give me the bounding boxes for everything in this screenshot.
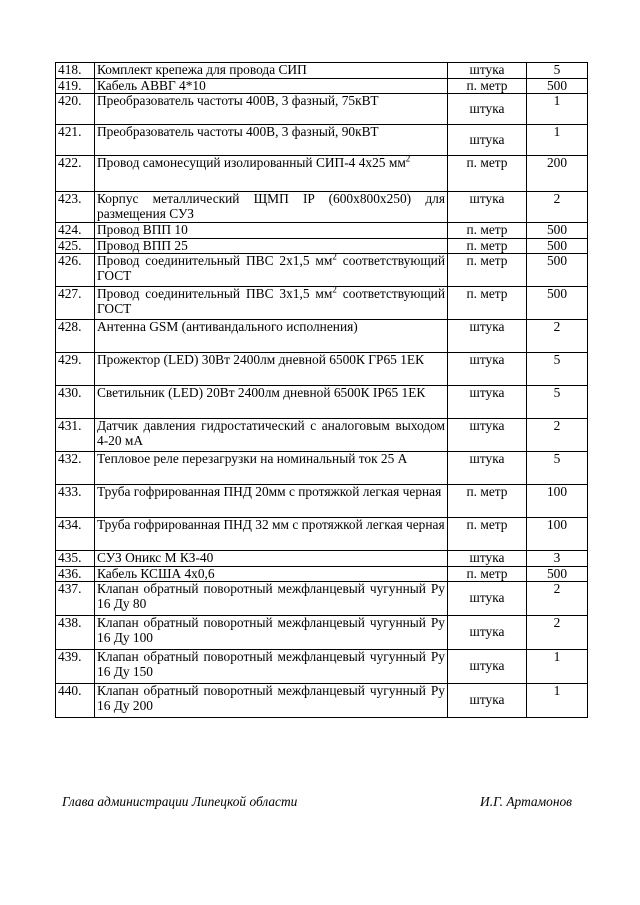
item-description-text: Антенна GSM (антивандального исполнения) <box>97 319 358 334</box>
item-number: 418. <box>56 63 95 79</box>
item-number: 425. <box>56 238 95 254</box>
item-quantity: 500 <box>527 78 588 94</box>
table-row <box>56 156 588 192</box>
item-quantity: 1 <box>527 650 588 684</box>
item-description-text: Провод соединительный ПВС 3х1,5 мм <box>97 286 333 301</box>
item-number: 430. <box>56 386 95 419</box>
table-row <box>56 582 588 616</box>
item-number: 423. <box>56 192 95 223</box>
item-unit: штука <box>448 192 527 223</box>
item-number: 426. <box>56 254 95 287</box>
signature-block <box>62 794 572 810</box>
item-unit: штука <box>448 452 527 485</box>
item-description <box>95 566 448 582</box>
item-description-text: Клапан обратный поворотный межфланцевый чугунный Ру 16 Ду 150 <box>97 649 445 679</box>
item-description-text: Прожектор (LED) 30Вт 2400лм дневной 6500К ГР65 1ЕК <box>97 352 425 367</box>
table-row <box>56 616 588 650</box>
item-quantity: 3 <box>527 551 588 567</box>
table-row <box>56 254 588 287</box>
table-row <box>56 63 588 79</box>
item-description-text: Кабель КСША 4х0,6 <box>97 566 215 581</box>
item-description-text: Клапан обратный поворотный межфланцевый чугунный Ру 16 Ду 200 <box>97 683 445 713</box>
item-unit: п. метр <box>448 78 527 94</box>
item-unit: п. метр <box>448 287 527 320</box>
item-unit: штука <box>448 125 527 156</box>
item-number: 424. <box>56 223 95 239</box>
item-description-text: Труба гофрированная ПНД 32 мм с протяжкой легкая черная <box>97 517 445 532</box>
table-row <box>56 223 588 239</box>
item-unit: штука <box>448 582 527 616</box>
item-number: 429. <box>56 353 95 386</box>
item-description-text: Кабель АВВГ 4*10 <box>97 78 206 93</box>
item-quantity: 5 <box>527 386 588 419</box>
item-number: 428. <box>56 320 95 353</box>
item-description <box>95 684 448 718</box>
item-quantity: 200 <box>527 156 588 192</box>
item-number: 438. <box>56 616 95 650</box>
item-quantity: 5 <box>527 353 588 386</box>
item-number: 432. <box>56 452 95 485</box>
item-number: 440. <box>56 684 95 718</box>
item-number: 422. <box>56 156 95 192</box>
item-description <box>95 551 448 567</box>
table-row <box>56 684 588 718</box>
item-description <box>95 192 448 223</box>
item-number: 437. <box>56 582 95 616</box>
table-row <box>56 452 588 485</box>
item-number: 433. <box>56 485 95 518</box>
item-description-continuation: соответствующий ГОСТ <box>97 286 445 316</box>
table-row <box>56 419 588 452</box>
item-quantity: 1 <box>527 125 588 156</box>
item-quantity: 500 <box>527 566 588 582</box>
item-description-text: Клапан обратный поворотный межфланцевый чугунный Ру 16 Ду 100 <box>97 615 445 645</box>
item-unit: штука <box>448 63 527 79</box>
item-quantity: 2 <box>527 419 588 452</box>
table-row <box>56 485 588 518</box>
item-number: 419. <box>56 78 95 94</box>
table-row <box>56 551 588 567</box>
unit-superscript: 2 <box>405 155 411 164</box>
item-quantity: 2 <box>527 192 588 223</box>
item-unit: штука <box>448 616 527 650</box>
item-description-text: Провод ВПП 25 <box>97 238 188 253</box>
item-description <box>95 223 448 239</box>
item-quantity: 500 <box>527 287 588 320</box>
item-description <box>95 386 448 419</box>
item-quantity: 1 <box>527 684 588 718</box>
table-row <box>56 650 588 684</box>
item-description <box>95 419 448 452</box>
signatory-position: Глава администрации Липецкой области <box>62 794 298 809</box>
item-unit: штука <box>448 650 527 684</box>
item-number: 431. <box>56 419 95 452</box>
table-row <box>56 320 588 353</box>
table-row <box>56 566 588 582</box>
item-unit: п. метр <box>448 518 527 551</box>
item-unit: штука <box>448 94 527 125</box>
item-description <box>95 156 448 192</box>
item-description <box>95 518 448 551</box>
items-table <box>55 62 588 718</box>
item-description <box>95 616 448 650</box>
table-row <box>56 518 588 551</box>
item-number: 427. <box>56 287 95 320</box>
item-description <box>95 650 448 684</box>
item-number: 436. <box>56 566 95 582</box>
table-row <box>56 192 588 223</box>
table-row <box>56 125 588 156</box>
item-quantity: 2 <box>527 582 588 616</box>
items-table-body <box>56 63 588 718</box>
item-unit: штука <box>448 353 527 386</box>
item-number: 439. <box>56 650 95 684</box>
item-unit: п. метр <box>448 254 527 287</box>
item-quantity: 2 <box>527 616 588 650</box>
item-unit: п. метр <box>448 156 527 192</box>
item-description-text: Датчик давления гидростатический с аналоговым выходом 4-20 мА <box>97 418 445 448</box>
item-description-text: Светильник (LED) 20Вт 2400лм дневной 6500К IP65 1ЕК <box>97 385 426 400</box>
item-unit: п. метр <box>448 238 527 254</box>
item-description-text: Труба гофрированная ПНД 20мм с протяжкой легкая черная <box>97 484 442 499</box>
item-description-text: Клапан обратный поворотный межфланцевый чугунный Ру 16 Ду 80 <box>97 581 445 611</box>
item-quantity: 500 <box>527 223 588 239</box>
table-row <box>56 386 588 419</box>
item-description <box>95 485 448 518</box>
item-quantity: 500 <box>527 238 588 254</box>
item-description <box>95 254 448 287</box>
item-quantity: 100 <box>527 518 588 551</box>
item-description <box>95 78 448 94</box>
table-row <box>56 94 588 125</box>
item-description <box>95 320 448 353</box>
item-description-text: Преобразователь частоты 400В, 3 фазный, 75кВТ <box>97 93 379 108</box>
unit-superscript: 2 <box>332 286 337 295</box>
unit-superscript: 2 <box>332 253 337 262</box>
item-unit: штука <box>448 551 527 567</box>
item-description-text: Провод соединительный ПВС 2х1,5 мм <box>97 253 333 268</box>
item-unit: штука <box>448 320 527 353</box>
item-number: 435. <box>56 551 95 567</box>
item-description <box>95 94 448 125</box>
item-description-text: Корпус металлический ЩМП IP (600х800х250) для размещения СУЗ <box>97 191 445 221</box>
item-description <box>95 353 448 386</box>
item-quantity: 2 <box>527 320 588 353</box>
item-number: 420. <box>56 94 95 125</box>
item-description-text: СУЗ Оникс М КЗ-40 <box>97 550 214 565</box>
item-unit: штука <box>448 684 527 718</box>
item-quantity: 5 <box>527 452 588 485</box>
item-description-text: Провод самонесущий изолированный СИП-4 4х25 мм <box>97 155 406 170</box>
item-number: 434. <box>56 518 95 551</box>
item-description <box>95 582 448 616</box>
item-quantity: 500 <box>527 254 588 287</box>
item-description-text: Комплект крепежа для провода СИП <box>97 62 307 77</box>
item-description <box>95 287 448 320</box>
item-description <box>95 63 448 79</box>
item-unit: п. метр <box>448 485 527 518</box>
item-quantity: 100 <box>527 485 588 518</box>
signatory-name: И.Г. Артамонов <box>480 794 572 809</box>
item-unit: штука <box>448 419 527 452</box>
item-description-text: Преобразователь частоты 400В, 3 фазный, 90кВТ <box>97 124 379 139</box>
item-description-text: Тепловое реле перезагрузки на номинальный ток 25 А <box>97 451 408 466</box>
item-unit: п. метр <box>448 223 527 239</box>
item-number: 421. <box>56 125 95 156</box>
table-row <box>56 78 588 94</box>
table-row <box>56 287 588 320</box>
item-quantity: 1 <box>527 94 588 125</box>
table-row <box>56 353 588 386</box>
item-quantity: 5 <box>527 63 588 79</box>
item-description-text: Провод ВПП 10 <box>97 222 188 237</box>
item-unit: штука <box>448 386 527 419</box>
item-description <box>95 238 448 254</box>
item-unit: п. метр <box>448 566 527 582</box>
item-description <box>95 125 448 156</box>
table-row <box>56 238 588 254</box>
item-description-continuation: соответствующий ГОСТ <box>97 253 445 283</box>
item-description <box>95 452 448 485</box>
